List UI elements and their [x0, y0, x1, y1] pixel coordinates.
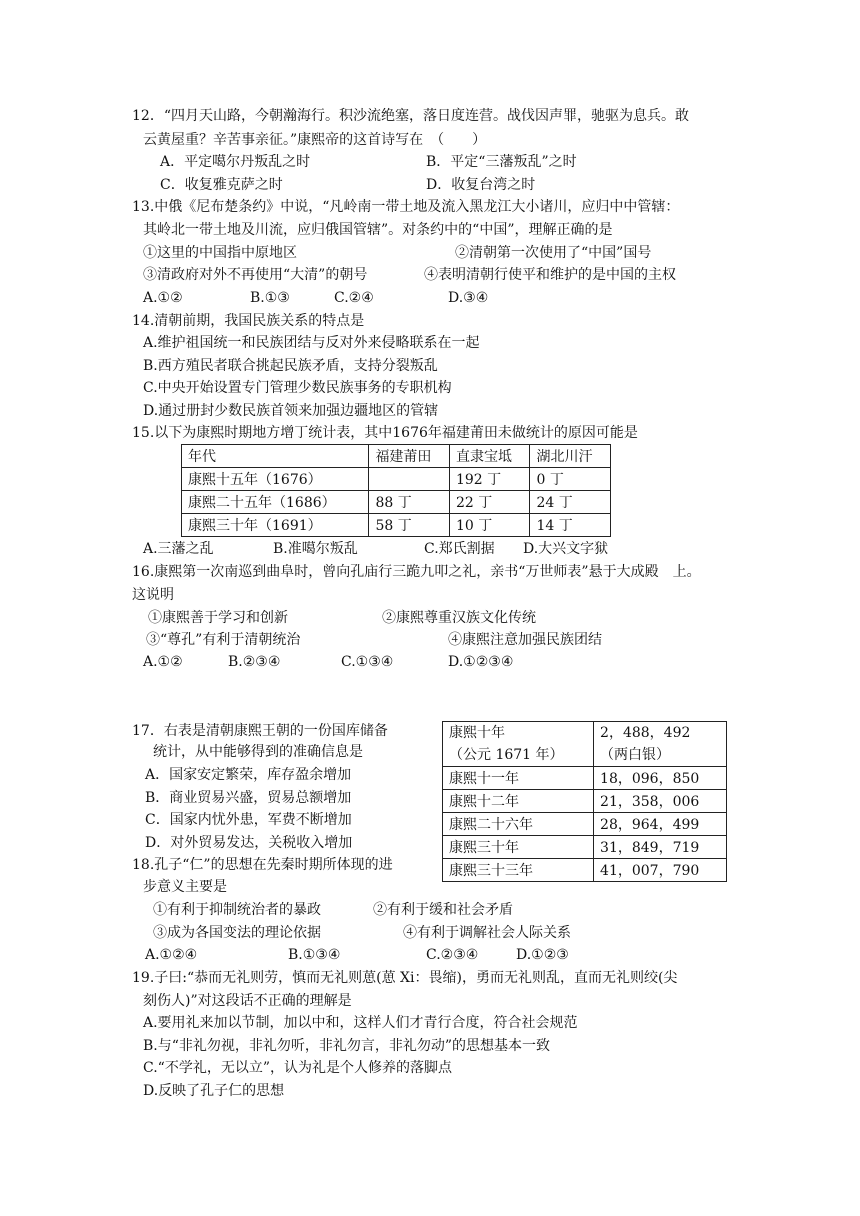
table-cell: 康熙三十年: [443, 836, 594, 859]
q17-option-c: C．国家内忧外患，军费不断增加: [145, 812, 352, 828]
q13-statement-3: ③清政府对外不再使用“大清”的朝号: [143, 267, 368, 283]
q19-option-d: D.反映了孔子仁的思想: [143, 1083, 285, 1099]
q13-option-a: A.①②: [143, 290, 183, 306]
table-header-cell: 福建莆田: [369, 445, 450, 468]
q16-option-d: D.①②③④: [448, 654, 514, 670]
table-cell-line: （公元 1671 年）: [449, 747, 564, 763]
q12-option-b: B．平定“三藩叛乱”之时: [426, 154, 577, 170]
q13-stem-line2: 其岭北一带土地及川流，应归俄国管辖”。对条约中的“中国”，理解正确的是: [143, 222, 613, 238]
table-header-cell: 湖北川汗: [530, 445, 611, 468]
table-row: [443, 767, 727, 790]
table-row: [443, 859, 727, 882]
q16-statement-3: ③“尊孔”有利于清朝统治: [146, 632, 301, 648]
q14-option-b: B.西方殖民者联合挑起民族矛盾，支持分裂叛乱: [143, 358, 438, 374]
q12-option-a: A．平定噶尔丹叛乱之时: [160, 154, 311, 170]
q12-stem-line1: 12．“四月天山路，今朝瀚海行。积沙流绝塞，落日度连营。战伐因声罪，驰驱为息兵。敢: [132, 108, 689, 124]
q19-option-c: C.“不学礼，无以立”，认为礼是个人修养的落脚点: [143, 1060, 452, 1076]
q14-option-d: D.通过册封少数民族首领来加强边疆地区的管辖: [143, 403, 439, 419]
q18-statement-2: ②有利于缓和社会矛盾: [373, 902, 513, 918]
q18-statement-1: ①有利于抑制统治者的暴政: [153, 902, 321, 918]
q12-option-d: D．收复台湾之时: [426, 177, 536, 193]
q14-option-a: A.维护祖国统一和民族团结与反对外来侵略联系在一起: [143, 335, 480, 351]
table-cell: 88 丁: [369, 491, 450, 514]
q15-option-a: A.三藩之乱: [143, 541, 214, 557]
q15-stem: 15.以下为康熙时期地方增丁统计表，其中1676年福建莆田未做统计的原因可能是: [132, 425, 638, 441]
table-cell-line: 康熙十年: [449, 725, 505, 741]
table-cell: 康熙二十五年（1686）: [182, 491, 369, 514]
q18-option-d: D.①②③: [516, 947, 569, 963]
q13-option-d: D.③④: [448, 290, 489, 306]
table-cell: 10 丁: [449, 514, 530, 537]
table-cell: 0 丁: [530, 468, 611, 491]
table-cell: 22 丁: [449, 491, 530, 514]
q13-statement-2: ②清朝第一次使用了“中国”国号: [455, 245, 652, 261]
table-row: [443, 722, 727, 767]
q17-treasury-table: [442, 721, 727, 882]
table-cell: 18，096，850: [594, 767, 727, 790]
table-cell: 24 丁: [530, 491, 611, 514]
q18-stem-line1: 18.孔子“仁”的思想在先秦时期所体现的进: [132, 857, 393, 873]
table-cell: 康熙十一年: [443, 767, 594, 790]
q18-option-c: C.②③④: [426, 947, 479, 963]
q16-statement-2: ②康熙尊重汉族文化传统: [382, 610, 536, 626]
q18-statement-3: ③成为各国变法的理论依据: [153, 925, 321, 941]
q16-stem-line1: 16.康熙第一次南巡到曲阜时，曾向孔庙行三跪九叩之礼，亲书“万世师表”悬于大成殿 上。: [132, 564, 701, 580]
table-cell: 41，007，790: [594, 859, 727, 882]
table-cell: [369, 468, 450, 491]
q15-table: [181, 444, 611, 537]
table-cell: 21，358，006: [594, 790, 727, 813]
table-cell: 14 丁: [530, 514, 611, 537]
table-row: [443, 790, 727, 813]
table-cell: 192 丁: [449, 468, 530, 491]
q16-option-c: C.①③④: [341, 654, 394, 670]
table-row: [443, 836, 727, 859]
q17-option-b: B．商业贸易兴盛，贸易总额增加: [145, 790, 352, 806]
table-cell: 康熙十五年（1676）: [182, 468, 369, 491]
q14-stem: 14.清朝前期，我国民族关系的特点是: [132, 313, 365, 329]
q17-stem-line2: 统计，从中能够得到的准确信息是: [153, 744, 363, 760]
q12-option-c: C．收复雅克萨之时: [160, 177, 283, 193]
q16-stem-line2: 这说明: [132, 587, 174, 603]
q13-stem-line1: 13.中俄《尼布楚条约》中说，“凡岭南一带土地及流入黑龙江大小诸川，应归中中管辖：: [132, 199, 680, 215]
q19-stem-line1: 19.子曰:“恭而无礼则劳，慎而无礼则葸(葸 Xi：畏缩)，勇而无礼则乱，直而无礼则绞(尖: [132, 970, 678, 986]
q14-option-c: C.中央开始设置专门管理少数民族事务的专职机构: [143, 380, 452, 396]
q16-option-a: A.①②: [143, 654, 183, 670]
table-header-cell: 年代: [182, 445, 369, 468]
table-cell-line: （两白银）: [600, 747, 671, 763]
q17-option-d: D．对外贸易发达，关税收入增加: [145, 835, 353, 851]
table-header-cell: 直隶宝坻: [449, 445, 530, 468]
q15-option-c: C.郑氏割据: [424, 541, 495, 557]
q15-option-b: B.准噶尔叛乱: [273, 541, 358, 557]
table-cell: 31，849，719: [594, 836, 727, 859]
q18-stem-line2: 步意义主要是: [143, 879, 227, 895]
table-cell: 28，964，499: [594, 813, 727, 836]
q16-statement-4: ④康熙注意加强民族团结: [448, 632, 602, 648]
table-cell: 康熙二十六年: [443, 813, 594, 836]
table-row: [443, 813, 727, 836]
q13-option-c: C.②④: [334, 290, 374, 306]
q19-option-a: A.要用礼来加以节制，加以中和，这样人们才青行合度，符合社会规范: [143, 1015, 578, 1031]
table-row: [182, 491, 611, 514]
table-cell: 康熙三十三年: [443, 859, 594, 882]
table-header-row: [182, 445, 611, 468]
table-row: [182, 514, 611, 537]
q19-stem-line2: 刻伤人)”对这段话不正确的理解是: [143, 993, 352, 1009]
table-cell: [594, 722, 727, 767]
q16-statement-1: ①康熙善于学习和创新: [148, 610, 288, 626]
q18-option-b: B.①③④: [288, 947, 341, 963]
table-row: [182, 468, 611, 491]
q16-option-b: B.②③④: [228, 654, 281, 670]
table-cell: 康熙十二年: [443, 790, 594, 813]
table-cell: [443, 722, 594, 767]
q18-statement-4: ④有利于调解社会人际关系: [403, 925, 571, 941]
q18-option-a: A.①②④: [145, 947, 198, 963]
q17-option-a: A．国家安定繁荣，库存盈余增加: [145, 767, 352, 783]
q15-option-d: D.大兴文字狱: [523, 541, 609, 557]
q13-statement-4: ④表明清朝行使平和维护的是中国的主权: [424, 267, 676, 283]
q13-option-b: B.①③: [250, 290, 290, 306]
q19-option-b: B.与“非礼勿视，非礼勿听，非礼勿言，非礼勿动”的思想基本一致: [143, 1038, 551, 1054]
q17-stem-line1: 17．右表是清朝康熙王朝的一份国库储备: [132, 723, 388, 739]
table-cell: 康熙三十年（1691）: [182, 514, 369, 537]
q12-stem-line2: 云黄屋重？辛苦事亲征。”康熙帝的这首诗写在 （ ）: [143, 132, 487, 148]
table-cell-line: 2，488，492: [600, 725, 691, 741]
table-cell: 58 丁: [369, 514, 450, 537]
q13-statement-1: ①这里的中国指中原地区: [143, 245, 297, 261]
